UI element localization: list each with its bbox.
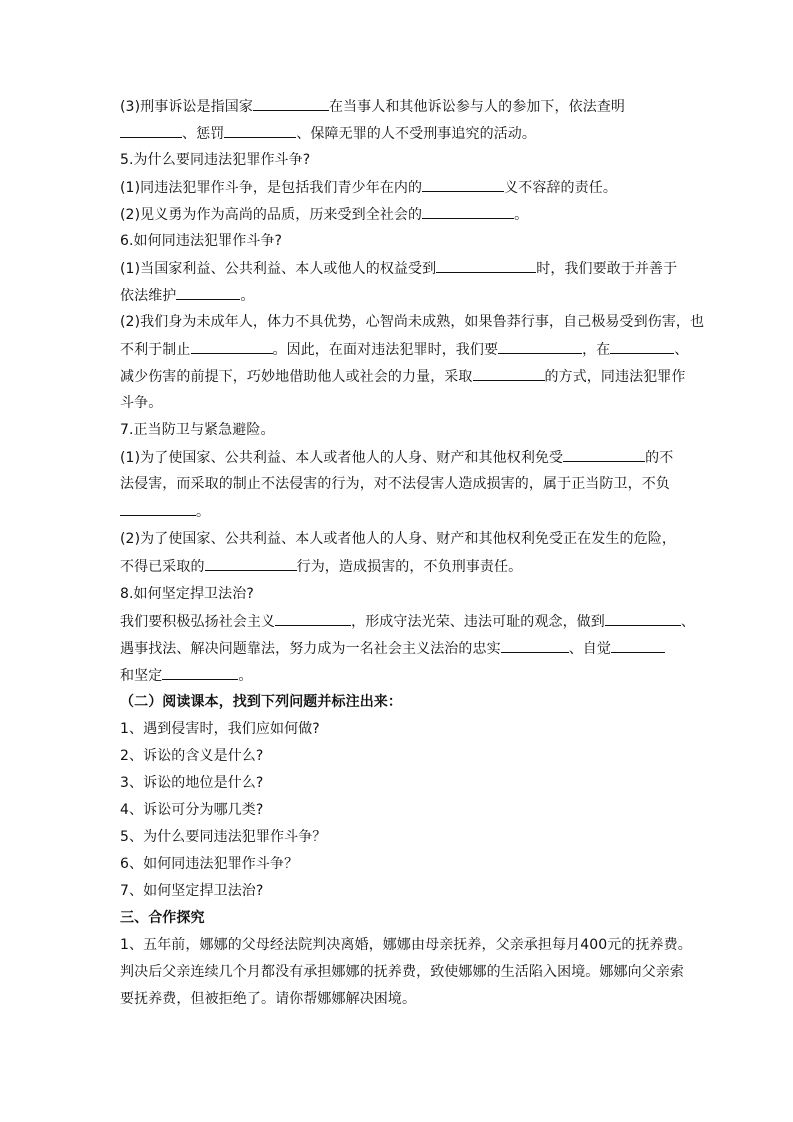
text-line (120, 585, 680, 603)
fill-in-blank[interactable] (176, 286, 240, 300)
line-text: 2、诉讼的含义是什么? (120, 748, 264, 764)
text-line (120, 828, 680, 846)
line-text: 在当事人和其他诉讼参与人的参加下，依法查明 (328, 99, 626, 115)
text-line (120, 990, 680, 1008)
fill-in-blank[interactable] (422, 205, 514, 219)
text-line (120, 259, 680, 278)
text-line (120, 936, 692, 954)
text-line (120, 963, 684, 981)
line-text: ，在 (582, 342, 611, 358)
line-text: 判决后父亲连续几个月都没有承担娜娜的抚养费，致使娜娜的生活陷入困境。娜娜向父亲索 (120, 964, 684, 980)
text-line (120, 151, 680, 169)
line-text: 7.正当防卫与紧急避险。 (120, 422, 275, 438)
fill-in-blank[interactable] (473, 367, 545, 381)
text-line (120, 882, 680, 900)
text-line (120, 774, 680, 792)
text-line (120, 340, 689, 359)
line-text: 6.如何同违法犯罪作斗争? (120, 233, 283, 249)
line-text: 3、诉讼的地位是什么? (120, 775, 264, 791)
line-text: ，形成守法光荣、违法可耻的观念，做到 (351, 614, 605, 630)
text-line (120, 530, 680, 548)
text-line (120, 367, 686, 386)
text-line (120, 97, 680, 116)
line-text: 减少伤害的前提下，巧妙地借助他人或社会的力量，采取 (120, 369, 473, 385)
line-text: 不得已采取的 (120, 559, 205, 575)
line-text: 、 (680, 614, 696, 630)
line-text: 的不 (645, 450, 674, 466)
text-line (120, 639, 680, 658)
fill-in-blank[interactable] (275, 612, 351, 626)
section-heading (120, 693, 680, 711)
line-text: (1)当国家利益、公共利益、本人或他人的权益受到 (120, 261, 437, 277)
line-text: (1)同违法犯罪作斗争，是包括我们青少年在内的 (120, 180, 423, 196)
text-line (120, 720, 680, 738)
line-text: (1)为了使国家、公共利益、本人或者他人的人身、财产和其他权利免受 (120, 450, 564, 466)
text-line (120, 286, 680, 305)
fill-in-blank[interactable] (205, 557, 297, 571)
text-line (120, 313, 705, 331)
line-text: 、保障无罪的人不受刑事追究的活动。 (296, 126, 537, 142)
text-line (120, 178, 680, 197)
text-line (120, 421, 680, 439)
text-line (120, 124, 680, 143)
line-text: (2)我们身为未成年人，体力不具优势，心智尚未成熟，如果鲁莽行事，自己极易受到伤害，也 (120, 314, 705, 330)
fill-in-blank[interactable] (120, 124, 182, 138)
text-line (120, 502, 680, 521)
fill-in-blank[interactable] (501, 639, 569, 653)
text-line (120, 448, 680, 467)
line-text: 。因此，在面对违法犯罪时，我们要 (272, 342, 499, 358)
line-text: 我们要积极弘扬社会主义 (120, 614, 276, 630)
line-text: 的方式，同违法犯罪作 (544, 369, 686, 385)
line-text: 法侵害，而采取的制止不法侵害的行为，对不法侵害人造成损害的，属于正当防卫，不负 (120, 476, 670, 492)
fill-in-blank[interactable] (191, 340, 273, 354)
line-text: 要抚养费，但被拒绝了。请你帮娜娜解决困境。 (120, 991, 417, 1007)
fill-in-blank[interactable] (436, 259, 536, 273)
line-text: 4、诉讼可分为哪几类? (120, 802, 264, 818)
fill-in-blank[interactable] (498, 340, 582, 354)
line-text: 三、合作探究 (120, 910, 205, 926)
line-text: （二）阅读课本，找到下列问题并标注出来： (120, 694, 402, 710)
fill-in-blank[interactable] (611, 639, 665, 653)
text-line (120, 394, 680, 412)
line-text: 、 (674, 342, 689, 358)
fill-in-blank[interactable] (253, 97, 329, 111)
line-text: 时，我们要敢于并善于 (536, 261, 678, 277)
line-text: 不利于制止 (120, 342, 191, 358)
line-text: (2)见义勇为作为高尚的品质，历来受到全社会的 (120, 207, 423, 223)
line-text: 遇事找法、解决问题靠法，努力成为一名社会主义法治的忠实 (120, 641, 501, 657)
line-text: 行为，造成损害的，不负刑事责任。 (296, 559, 523, 575)
fill-in-blank[interactable] (610, 340, 674, 354)
text-line (120, 205, 680, 224)
fill-in-blank[interactable] (162, 666, 238, 680)
line-text: 斗争。 (120, 395, 163, 411)
fill-in-blank[interactable] (563, 448, 645, 462)
section-heading (120, 909, 680, 927)
fill-in-blank[interactable] (422, 178, 504, 192)
line-text: 1、五年前，娜娜的父母经法院判决离婚，娜娜由母亲抚养，父亲承担每月400元的抚养费。 (120, 937, 692, 953)
line-text: 。 (240, 288, 255, 304)
fill-in-blank[interactable] (605, 612, 681, 626)
text-line (120, 612, 696, 631)
line-text: 、惩罚 (182, 126, 225, 142)
line-text: 。 (196, 504, 211, 520)
line-text: 8.如何坚定捍卫法治? (120, 586, 254, 602)
line-text: 、自觉 (568, 641, 612, 657)
text-line (120, 557, 680, 576)
line-text: 7、如何坚定捍卫法治? (120, 883, 264, 899)
line-text: 和坚定 (120, 668, 163, 684)
line-text: 6、如何同违法犯罪作斗争？ (120, 856, 299, 872)
line-text: 5.为什么要同违法犯罪作斗争? (120, 152, 311, 168)
text-line (120, 232, 680, 250)
text-line (120, 666, 680, 685)
line-text: 1、遇到侵害时，我们应如何做? (120, 721, 320, 737)
line-text: 。 (238, 668, 253, 684)
line-text: 义不容辞的责任。 (504, 180, 617, 196)
text-line (120, 747, 680, 765)
line-text: (3)刑事诉讼是指国家 (120, 99, 253, 115)
text-line (120, 855, 680, 873)
fill-in-blank[interactable] (224, 124, 296, 138)
line-text: 。 (514, 207, 529, 223)
fill-in-blank[interactable] (120, 502, 196, 516)
line-text: 5、为什么要同违法犯罪作斗争？ (120, 829, 327, 845)
line-text: (2)为了使国家、公共利益、本人或者他人的人身、财产和其他权利免受正在发生的危险， (120, 531, 676, 547)
text-line (120, 475, 680, 493)
line-text: 依法维护 (120, 288, 177, 304)
text-line (120, 801, 680, 819)
